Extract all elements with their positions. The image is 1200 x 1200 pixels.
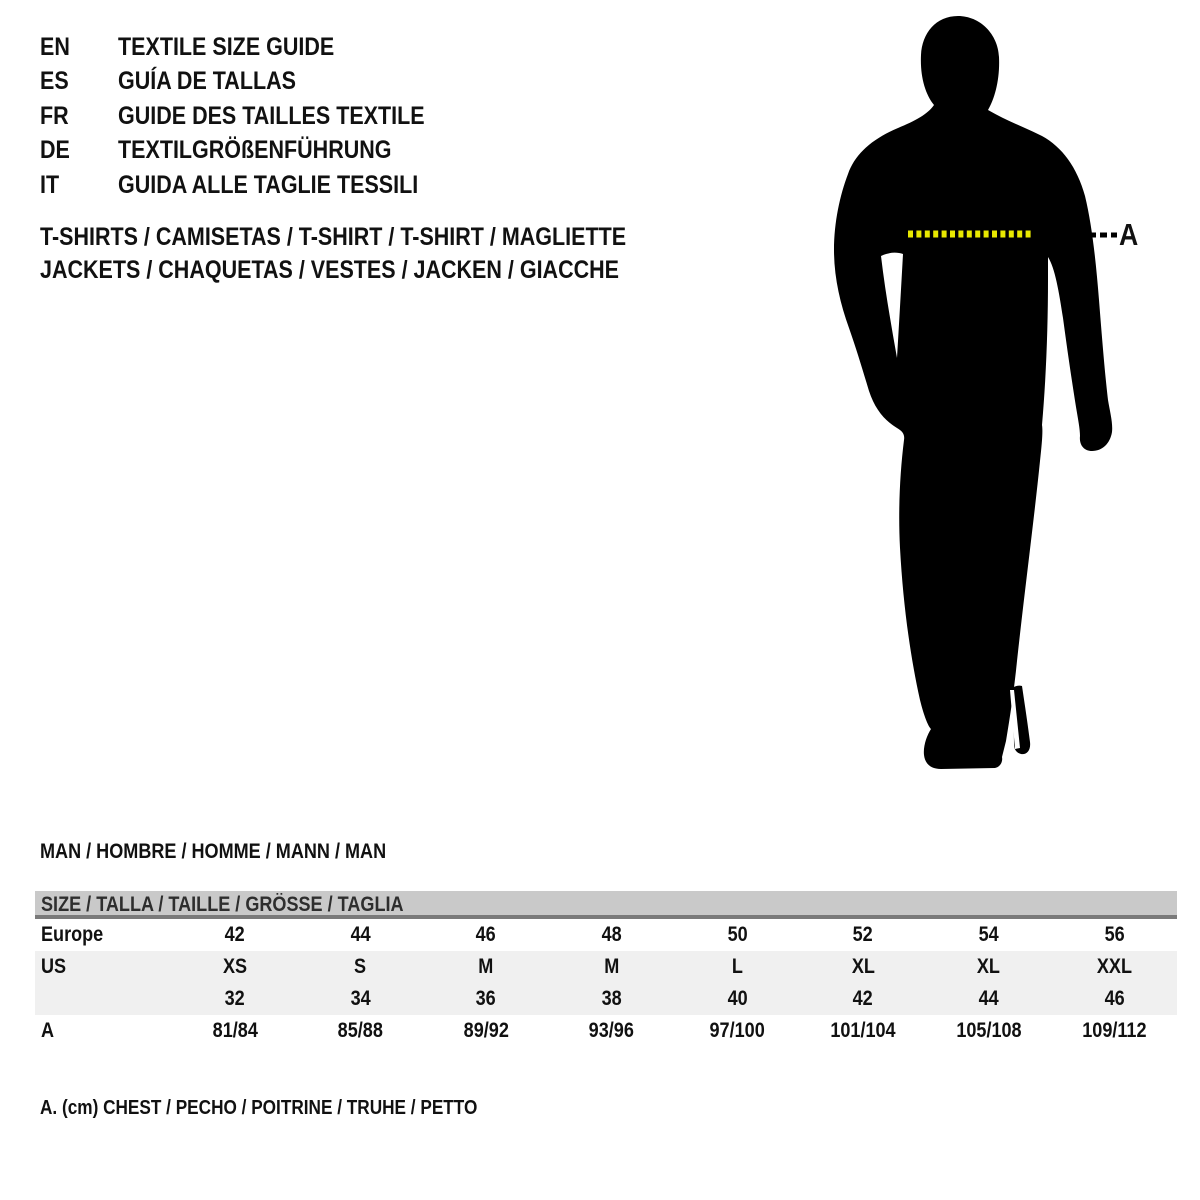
table-row-chest-a [35,1015,1177,1047]
table-cell: 42 [224,923,245,946]
size-table [35,891,1177,1047]
table-cell: 48 [601,923,622,946]
table-cell: 46 [476,923,497,946]
table-cell: M [604,955,620,978]
row-label [35,983,172,1015]
category-jackets: JACKETS / CHAQUETAS / VESTES / JACKEN / GIACCHE [40,256,619,284]
table-cell: XL [977,955,1001,978]
language-row-it [40,168,475,202]
language-code: DE [40,136,70,165]
measurement-footnote: A. (cm) CHEST / PECHO / POITRINE / TRUHE / PETTO [40,1097,478,1119]
guide-title: TEXTILE SIZE GUIDE [118,33,335,61]
table-cell: 105/108 [955,1019,1022,1042]
table-cell: 81/84 [212,1019,258,1042]
guide-title: GUIDA ALLE TAGLIE TESSILI [118,170,419,199]
table-cell: 42 [852,987,873,1010]
language-guide-list [40,30,475,202]
table-cell: XS [222,955,247,978]
measure-label-a: A [1119,217,1139,252]
table-cell: XXL [1096,955,1132,978]
table-cell: 34 [350,987,371,1010]
table-cell: 56 [1104,923,1125,946]
guide-title: TEXTILGRÖßENFÜHRUNG [118,136,392,165]
section-title-man: MAN / HOMBRE / HOMME / MANN / MAN [40,840,387,863]
table-cell: 85/88 [337,1019,384,1042]
size-table-header [35,891,1177,919]
table-cell: 44 [350,923,371,946]
table-cell: 54 [978,923,999,946]
table-cell: 46 [1104,987,1125,1010]
language-row-es [40,64,475,98]
guide-title: GUIDE DES TAILLES TEXTILE [118,101,425,130]
table-cell: S [354,955,367,978]
table-cell: 52 [852,923,873,946]
table-row-us-numeric [35,983,1177,1015]
table-cell: 101/104 [830,1019,896,1042]
table-cell: L [731,955,743,978]
category-tshirts: T-SHIRTS / CAMISETAS / T-SHIRT / T-SHIRT / MAGLIETTE [40,223,627,251]
size-table-header-label: SIZE / TALLA / TAILLE / GRÖSSE / TAGLIA [41,893,404,916]
language-row-de [40,133,475,167]
language-code: ES [40,67,69,96]
table-cell: 32 [224,987,245,1010]
table-cell: 36 [476,987,497,1010]
language-code: EN [40,33,70,61]
table-cell: 97/100 [709,1019,765,1042]
man-back-foot [1012,686,1030,755]
table-cell: 89/92 [463,1019,509,1042]
language-code: IT [40,170,60,199]
row-label: US [41,955,67,978]
language-code: FR [40,101,69,130]
row-label: A [41,1019,55,1042]
table-row-europe [35,919,1177,951]
table-cell: 38 [601,987,622,1010]
table-cell: XL [851,955,875,978]
leg-separation [1010,690,1020,749]
table-cell: 50 [727,923,748,946]
guide-title: GUÍA DE TALLAS [118,67,296,96]
language-row-fr [40,99,475,133]
table-cell: 40 [727,987,748,1010]
table-cell: M [478,955,494,978]
row-label: Europe [41,923,104,946]
table-cell: 109/112 [1082,1019,1147,1042]
table-cell: 44 [978,987,999,1010]
table-row-us [35,951,1177,983]
man-silhouette [834,16,1112,769]
product-categories [40,221,721,287]
language-row-en [40,30,475,64]
table-cell: 93/96 [589,1019,635,1042]
